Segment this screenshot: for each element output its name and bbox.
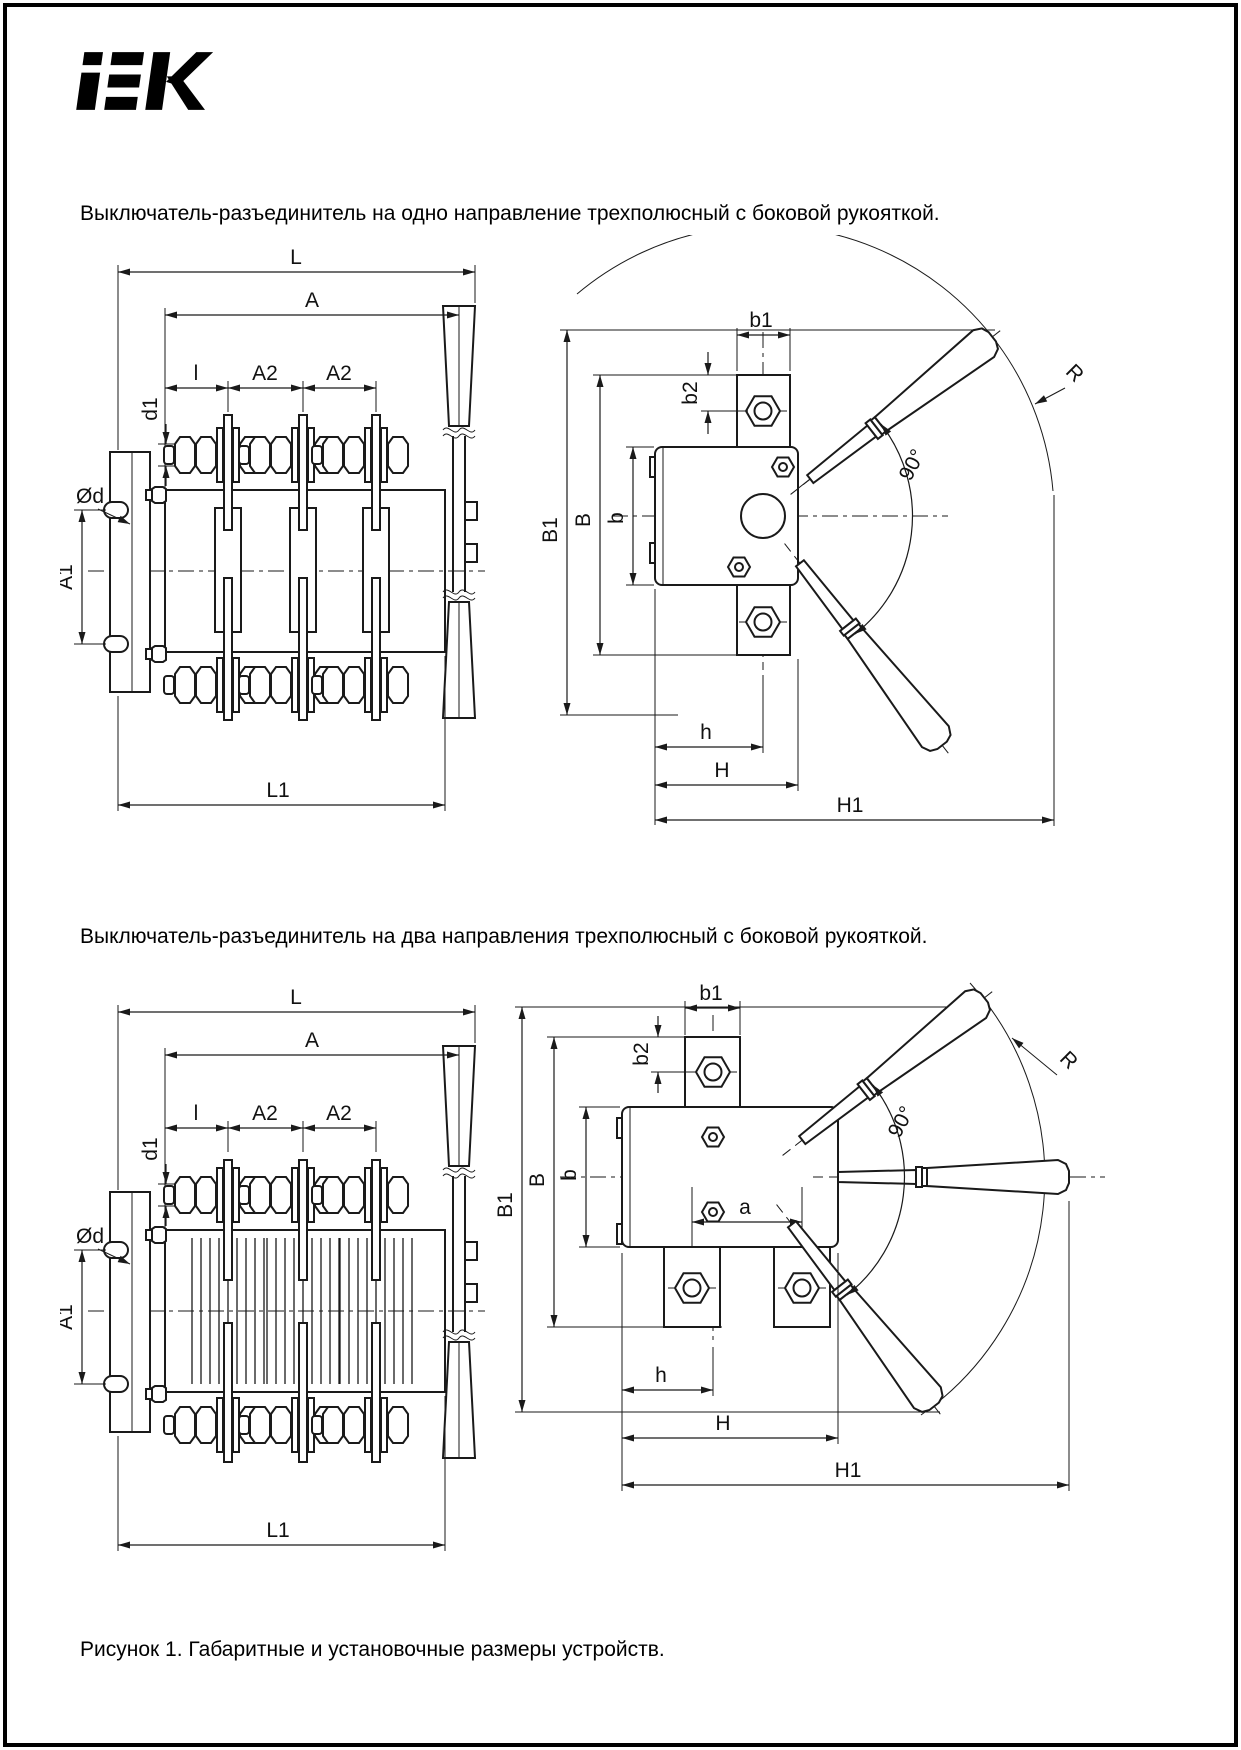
handle-upper-position — [780, 317, 1011, 508]
dim-label-b1: b1 — [699, 982, 723, 1005]
dim-label-B1: B1 — [539, 517, 562, 543]
angle-label-90: 90° — [883, 1102, 919, 1142]
dim-label-B: B — [526, 1172, 549, 1188]
dim-label-R: R — [1055, 1046, 1083, 1074]
dim-label-B: B — [572, 512, 595, 528]
handle-middle-position — [813, 1160, 1080, 1194]
dim-label-H1: H1 — [836, 794, 864, 817]
dim-label-H: H — [715, 1412, 731, 1435]
dim-label-b1: b1 — [749, 309, 773, 332]
side-view-one-direction — [539, 235, 1088, 826]
dim-label-R: R — [1061, 359, 1089, 387]
dim-label-b: b — [558, 1169, 581, 1181]
figure-caption: Рисунок 1. Габаритные и установочные размеры устройств. — [80, 1638, 665, 1661]
dim-label-a: a — [739, 1196, 751, 1219]
dim-H — [655, 659, 798, 791]
handle-lower-position — [771, 533, 962, 764]
iek-logo — [75, 50, 215, 112]
section-title-two-directions: Выключатель-разъединитель на два направления трехполюсный с боковой рукояткой. — [80, 925, 928, 948]
drawing-one-direction — [60, 235, 1180, 840]
drawing-two-directions — [60, 975, 1180, 1575]
side-view-two-directions — [494, 978, 1105, 1491]
angle-label-90: 90° — [894, 445, 930, 485]
dim-label-h: h — [700, 721, 712, 744]
dim-b — [558, 1107, 620, 1247]
device-body-side — [622, 1107, 838, 1247]
dim-label-b2: b2 — [630, 1042, 653, 1066]
front-view-two-directions — [60, 986, 485, 1551]
section-title-one-direction: Выключатель-разъединитель на одно направление трехполюсный с боковой рукояткой. — [80, 202, 940, 225]
handle-upper-position — [772, 978, 1003, 1169]
dim-label-b: b — [605, 512, 628, 524]
dim-B1 — [494, 1007, 522, 1412]
dim-label-H1: H1 — [834, 1459, 862, 1482]
dim-label-h: h — [655, 1364, 667, 1387]
dim-label-B1: B1 — [494, 1192, 517, 1218]
front-view-one-direction — [60, 246, 485, 811]
shaft-hole — [741, 494, 785, 538]
dim-label-H: H — [714, 759, 730, 782]
dim-label-b2: b2 — [679, 381, 702, 405]
